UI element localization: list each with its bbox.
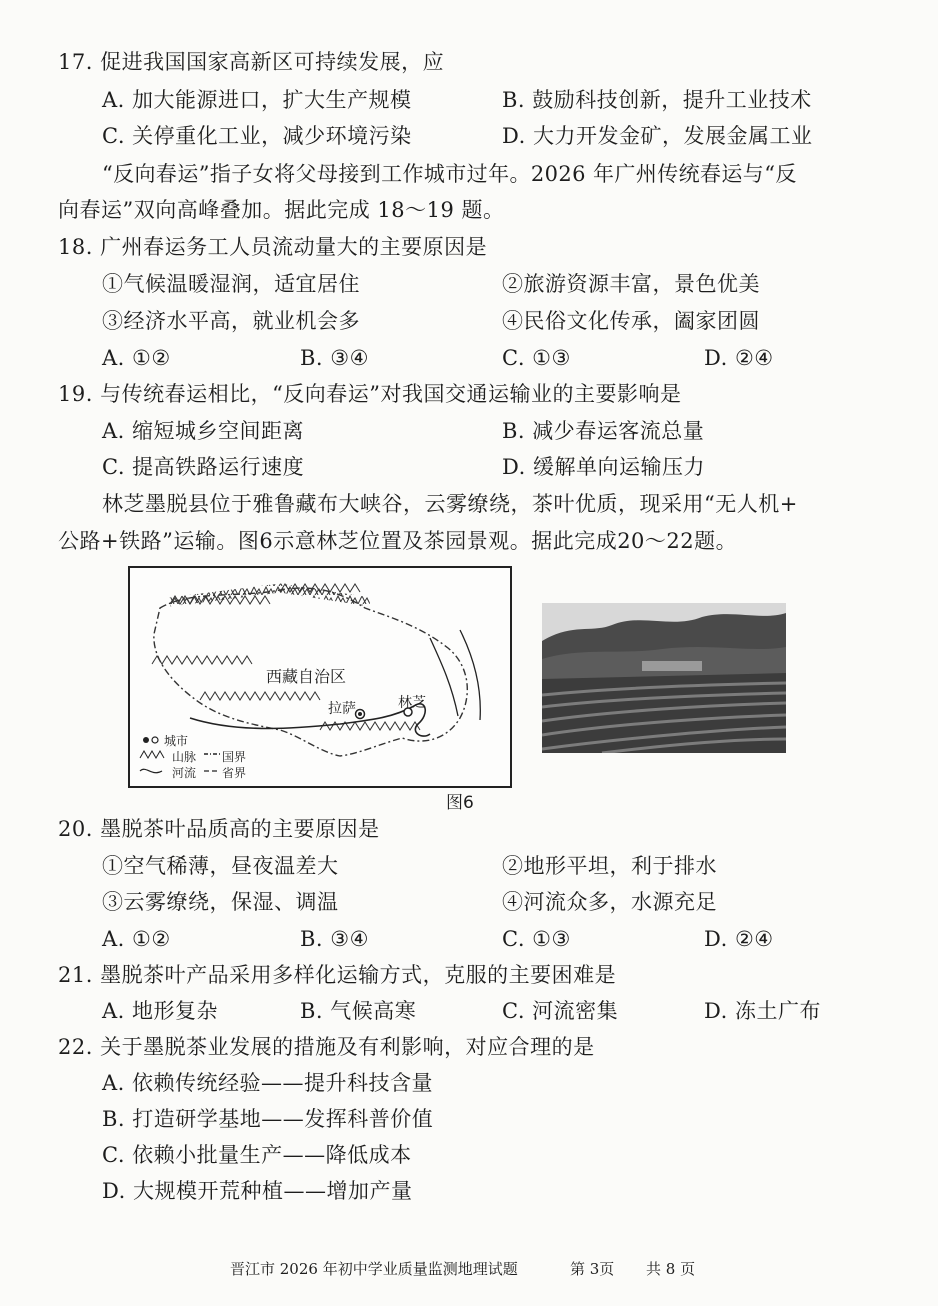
q18-statement-2: ②旅游资源丰富，景色优美 — [502, 272, 760, 296]
footer-exam-title: 晋江市 2026 年初中学业质量监测地理试题 — [230, 1260, 518, 1278]
q20-statement-2: ②地形平坦，利于排水 — [502, 854, 717, 878]
q22-option-d: D. 大规模开荒种植——增加产量 — [102, 1179, 413, 1203]
river-east-2 — [460, 630, 480, 720]
map-label-linzhi: 林芝 — [398, 695, 426, 711]
q18-option-c: C. ①③ — [502, 346, 571, 370]
legend-mountain: 山脉 — [172, 750, 197, 764]
q20-option-c: C. ①③ — [502, 927, 571, 951]
q18-statement-4: ④民俗文化传承，阖家团圆 — [502, 309, 760, 333]
q21-option-d: D. 冻土广布 — [704, 999, 821, 1023]
q20-option-d: D. ②④ — [704, 927, 774, 951]
q19-option-d: D. 缓解单向运输压力 — [502, 455, 705, 479]
intro-20-22-line2: 公路+铁路”运输。图6示意林芝位置及茶园景观。据此完成20～22题。 — [58, 529, 738, 553]
q19-option-c: C. 提高铁路运行速度 — [102, 455, 305, 479]
q17-option-a: A. 加大能源进口，扩大生产规模 — [102, 88, 412, 112]
footer-page-total: 共 8 页 — [646, 1260, 696, 1278]
q21-stem: 21. 墨脱茶叶产品采用多样化运输方式，克服的主要困难是 — [58, 963, 617, 987]
tibet-location-map — [128, 566, 512, 788]
q20-stem: 20. 墨脱茶叶品质高的主要原因是 — [58, 817, 380, 841]
q17-option-c: C. 关停重化工业，减少环境污染 — [102, 124, 412, 148]
q20-statement-1: ①空气稀薄，昼夜温差大 — [102, 854, 339, 878]
q20-statement-4: ④河流众多，水源充足 — [502, 890, 717, 914]
q21-option-c: C. 河流密集 — [502, 999, 619, 1023]
q17-option-d: D. 大力开发金矿，发展金属工业 — [502, 124, 813, 148]
q18-statement-3: ③经济水平高，就业机会多 — [102, 309, 360, 333]
q22-option-a: A. 依赖传统经验——提升科技含量 — [102, 1071, 434, 1095]
q20-option-b: B. ③④ — [300, 927, 369, 951]
q17-option-b: B. 鼓励科技创新，提升工业技术 — [502, 88, 812, 112]
q20-statement-3: ③云雾缭绕，保湿、调温 — [102, 890, 339, 914]
q19-stem: 19. 与传统春运相比，“反向春运”对我国交通运输业的主要影响是 — [58, 382, 682, 406]
q22-stem: 22. 关于墨脱茶业发展的措施及有利影响，对应合理的是 — [58, 1035, 595, 1059]
q22-option-c: C. 依赖小批量生产——降低成本 — [102, 1143, 412, 1167]
q18-option-a: A. ①② — [102, 346, 171, 370]
q22-option-b: B. 打造研学基地——发挥科普价值 — [102, 1107, 434, 1131]
intro-18-19-line1: “反向春运”指子女将父母接到工作城市过年。2026 年广州传统春运与“反 — [102, 162, 797, 186]
figure-caption: 图6 — [446, 793, 474, 813]
q20-option-a: A. ①② — [102, 927, 171, 951]
intro-20-22-line1: 林芝墨脱县位于雅鲁藏布大峡谷，云雾缭绕，茶叶优质，现采用“无人机+ — [102, 492, 798, 516]
tea-garden-drawing — [542, 603, 786, 753]
q18-stem: 18. 广州春运务工人员流动量大的主要原因是 — [58, 235, 488, 259]
river-east-1 — [430, 638, 458, 716]
q19-option-b: B. 减少春运客流总量 — [502, 419, 705, 443]
legend-national-border: 国界 — [222, 750, 247, 764]
tea-garden-photo — [542, 603, 786, 753]
q18-statement-1: ①气候温暖湿润，适宜居住 — [102, 272, 360, 296]
legend-province-border: 省界 — [222, 766, 247, 780]
q19-option-a: A. 缩短城乡空间距离 — [102, 419, 305, 443]
q21-option-b: B. 气候高寒 — [300, 999, 417, 1023]
footer-page-number: 第 3页 — [570, 1260, 615, 1278]
map-label-tibet: 西藏自治区 — [266, 667, 347, 686]
q18-option-b: B. ③④ — [300, 346, 369, 370]
mountain-north — [170, 588, 370, 602]
legend-city: 城市 — [164, 734, 189, 748]
q18-option-d: D. ②④ — [704, 346, 774, 370]
intro-18-19-line2: 向春运”双向高峰叠加。据此完成 18～19 题。 — [58, 198, 505, 222]
q17-stem: 17. 促进我国国家高新区可持续发展，应 — [58, 50, 445, 74]
legend-river: 河流 — [172, 766, 197, 780]
map-label-lhasa: 拉萨 — [328, 701, 356, 717]
river-yarlung — [190, 704, 430, 736]
q21-option-a: A. 地形复杂 — [102, 999, 219, 1023]
